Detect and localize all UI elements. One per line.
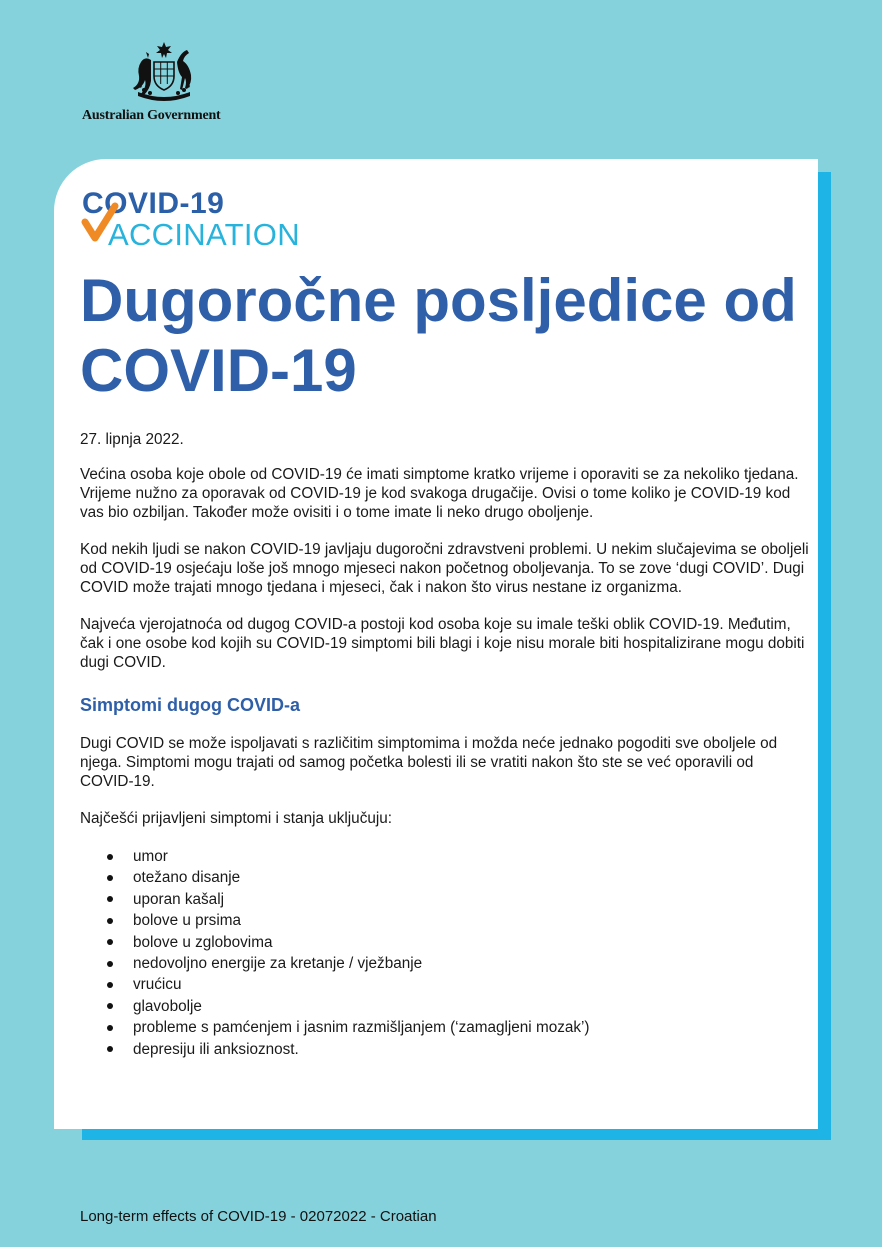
bullet-icon — [107, 875, 113, 881]
paragraph: Dugi COVID se može ispoljavati s različitim simptomima i možda neće jednako pogoditi sve oboljele od njega. Simptomi mogu trajati od samog početka bolesti ili se vratiti nakon što ste se već oporavili od COVID-19. — [80, 735, 778, 790]
logo-line-2: ACCINATION — [108, 217, 300, 252]
section-heading: Simptomi dugog COVID-a — [80, 695, 300, 715]
list-item — [80, 889, 810, 910]
list-item-text: vrućicu — [133, 976, 182, 994]
list-item — [80, 974, 810, 995]
bullet-icon — [107, 1025, 113, 1031]
list-item — [80, 953, 810, 974]
list-item — [80, 932, 810, 953]
government-name: Australian Government — [82, 108, 221, 123]
coat-of-arms-icon — [118, 40, 210, 106]
list-item-text: glavobolje — [133, 997, 202, 1015]
document-date: 27. lipnja 2022. — [80, 431, 184, 448]
bullet-icon — [107, 1046, 113, 1052]
paragraph: Najčešći prijavljeni simptomi i stanja uključuju: — [80, 810, 393, 827]
list-item-text: otežano disanje — [133, 869, 241, 887]
list-item-text: bolove u prsima — [133, 912, 241, 930]
paragraph: Većina osoba koje obole od COVID-19 će imati simptome kratko vrijeme i oporaviti se za nekoliko tjedana. Vrijeme nužno za oporavak od COVID-19 je kod svakoga drugačije. Ovisi o tome koliko je COVID-19 kod vas bio ozbiljan. Također može ovisiti i o tome imate li neko drugo oboljenje. — [80, 466, 799, 521]
bullet-icon — [107, 896, 113, 902]
symptom-list — [80, 846, 810, 1060]
document-body — [80, 430, 810, 1060]
bullet-icon — [107, 918, 113, 924]
list-item — [80, 1017, 810, 1038]
paragraph: Najveća vjerojatnoća od dugog COVID-a postoji kod osoba koje su imale teški oblik COVID-19. Međutim, čak i one osobe kod kojih su COVID-19 simptomi bili blagi i koje nisu morale biti hospitalizirane mogu dobiti dugi COVID. — [80, 616, 805, 671]
list-item — [80, 867, 810, 888]
footer-text: Long-term effects of COVID-19 - 02072022 - Croatian — [80, 1208, 437, 1225]
list-item-text: umor — [133, 848, 168, 865]
list-item-text: nedovoljno energije za kretanje / vježbanje — [133, 955, 423, 973]
logo-line-1: COVID-19 — [82, 187, 225, 220]
list-item — [80, 1039, 810, 1060]
paragraph: Kod nekih ljudi se nakon COVID-19 javljaju dugoročni zdravstveni problemi. U nekim slučajevima se oboljeli od COVID-19 osjećaju loše još mnogo mjeseci nakon početnog oboljevanja. To se zove ‘dugi COVID’. Dugi COVID može trajati mnogo tjedana i mjeseci, čak i nakon što virus nestane iz organizma. — [80, 541, 809, 596]
bullet-icon — [107, 982, 113, 988]
bullet-icon — [107, 939, 113, 945]
list-item-text: probleme s pamćenjem i jasnim razmišljanjem (‘zamagljeni mozak’) — [133, 1019, 590, 1037]
list-item-text: bolove u zglobovima — [133, 933, 273, 951]
bullet-icon — [107, 1003, 113, 1009]
covid-vaccination-logo — [82, 188, 322, 252]
list-item-text: depresiju ili anksioznost. — [133, 1040, 299, 1058]
bullet-icon — [107, 961, 113, 967]
list-item — [80, 910, 810, 931]
bullet-icon — [107, 854, 113, 860]
list-item — [80, 846, 810, 867]
list-item — [80, 996, 810, 1017]
page-title: Dugoročne posljedice od COVID-19 — [80, 267, 797, 404]
list-item-text: uporan kašalj — [133, 890, 224, 908]
